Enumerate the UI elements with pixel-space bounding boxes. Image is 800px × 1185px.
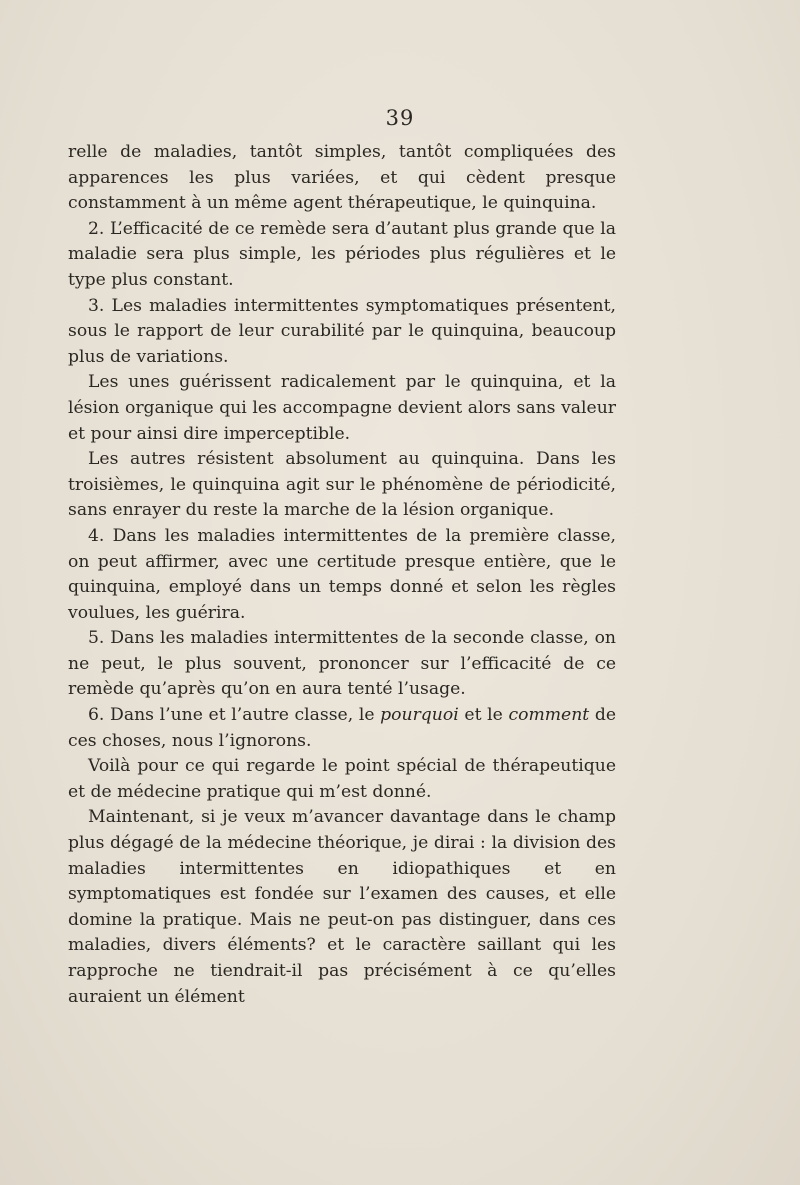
- paragraph-2: 2. L’efficacité de ce remède sera d’autant plus grande que la maladie sera plus simple, les périodes plus régulières et le type plus constant.: [68, 218, 616, 290]
- paragraph-4: 4. Dans les maladies intermittentes de la première classe, on peut affirmer, avec une certitude presque entière, que le quinquina, employé dans un temps donné et selon les règles voulues, les guérira.: [68, 525, 616, 623]
- comment-emphasis: comment: [508, 705, 590, 726]
- page-number: 39: [385, 106, 415, 130]
- paragraph-6-middle: et le: [458, 705, 509, 726]
- paragraph-6-before: 6. Dans l’une et l’autre classe, le: [88, 705, 381, 726]
- paragraph-voila: Voilà pour ce qui regarde le point spécial de thérapeutique et de médecine pratique qui m’est donné.: [68, 756, 616, 802]
- pourquoi-emphasis: pourquoi: [380, 705, 459, 726]
- body-text: [68, 140, 616, 1010]
- paragraph-autres: Les autres résistent absolument au quinquina. Dans les troisièmes, le quinquina agit sur le phénomène de périodicité, sans enrayer du reste la marche de la lésion organique.: [68, 449, 616, 521]
- paragraph-6-after: de ces choses, nous l’ignorons.: [68, 705, 617, 751]
- paragraph-maintenant: Maintenant, si je veux m’avancer davantage dans le champ plus dégagé de la médecine théorique, je dirai : la division des maladies intermittentes en idiopathiques et en symptomatiques est fondée sur l’examen des causes, et elle domine la pratique. Mais ne peut-on pas distinguer, dans ces maladies, divers éléments? et le caractère saillant qui les rapproche ne tiendrait-il pas précisément à ce qu’elles auraient un élément: [68, 807, 616, 1007]
- paragraph-continuation: relle de maladies, tantôt simples, tantôt compliquées des apparences les plus variées, et qui cèdent presque constamment à un même agent thérapeutique, le quinquina.: [68, 142, 616, 214]
- paragraph-unes: Les unes guérissent radicalement par le quinquina, et la lésion organique qui les accompagne devient alors sans valeur et pour ainsi dire imperceptible.: [68, 372, 616, 444]
- paragraph-5: 5. Dans les maladies intermittentes de la seconde classe, on ne peut, le plus souvent, prononcer sur l’efficacité de ce remède qu’après qu’on en aura tenté l’usage.: [68, 628, 616, 700]
- paragraph-3: 3. Les maladies intermittentes symptomatiques présentent, sous le rapport de leur curabilité par le quinquina, beaucoup plus de variations.: [68, 295, 616, 367]
- paragraph-6: [68, 703, 616, 754]
